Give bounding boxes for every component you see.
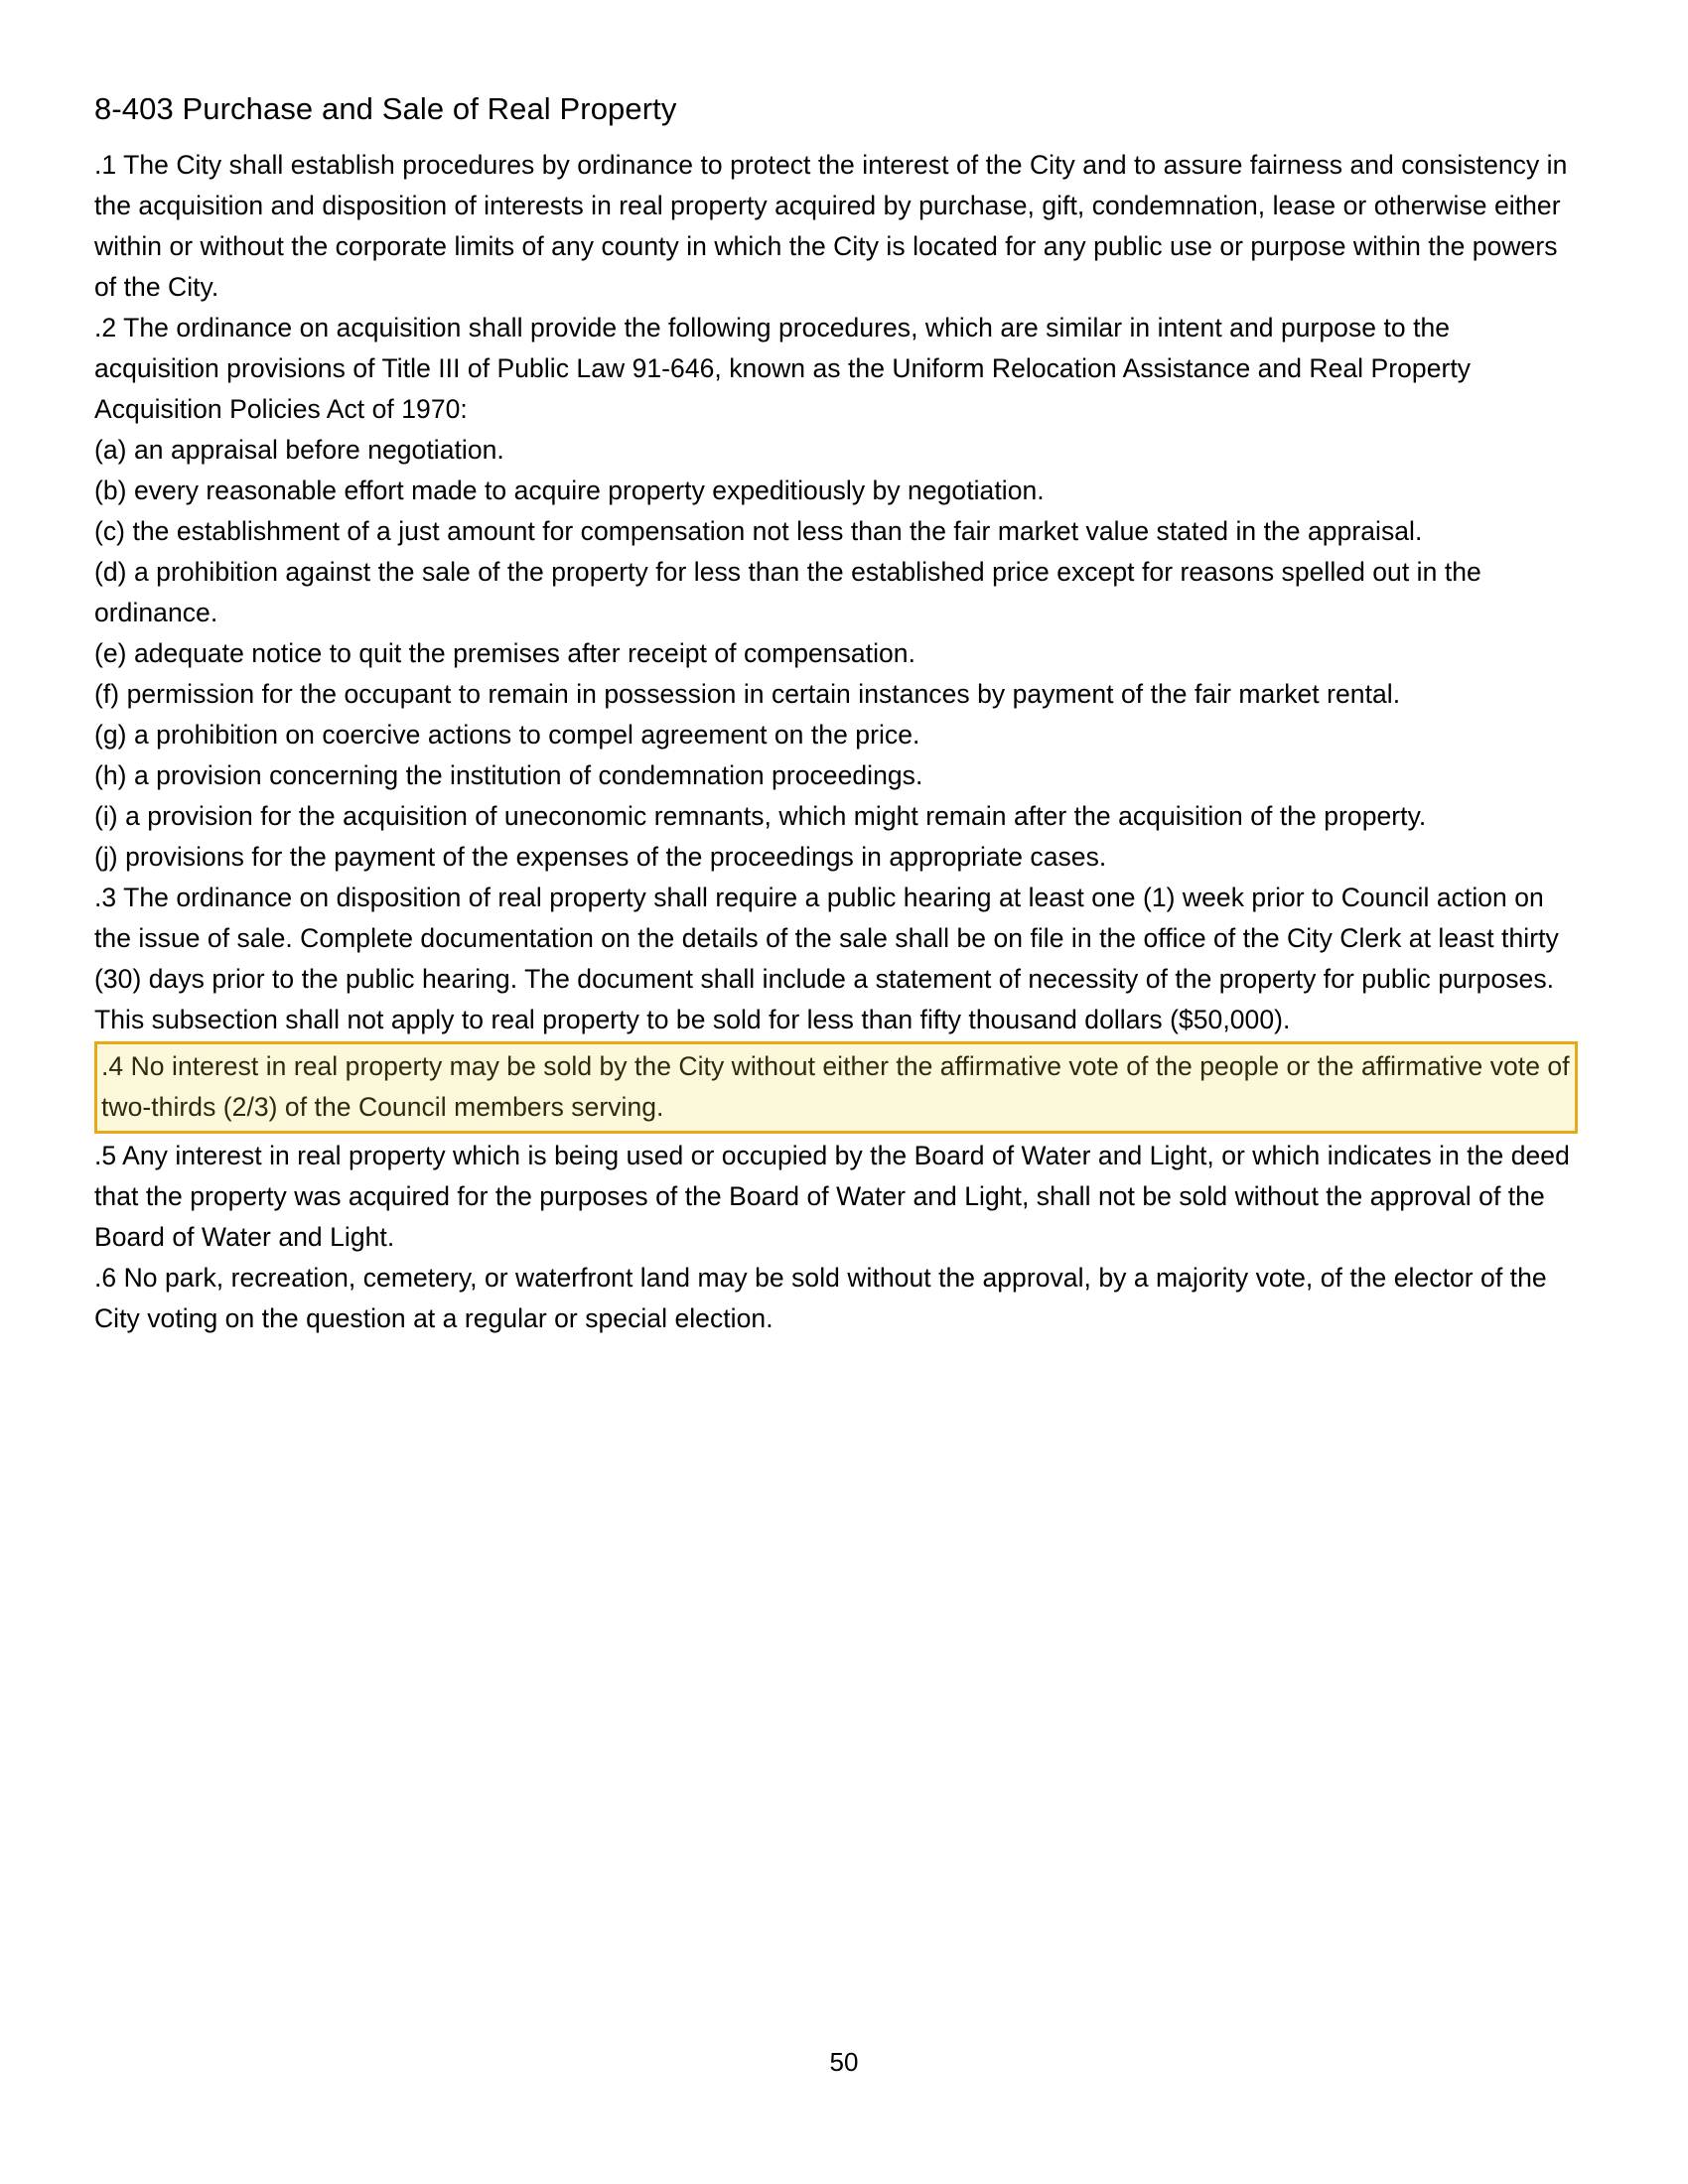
paragraph-s2: .2 The ordinance on acquisition shall provide the following procedures, which are similar in intent and purpose to the acquisition provisions of Title III of Public Law 91-646, known as the Uniform Relocation Assistance and Real Property Acquisition Policies Act of 1970: [94, 313, 1472, 424]
paragraph-s4: .4 No interest in real property may be sold by the City without either the affirmative vote of the people or the affirmative vote of two-thirds (2/3) of the Council members serving. [101, 1051, 1570, 1122]
paragraph-item-d: (d) a prohibition against the sale of the property for less than the established price except for reasons spelled out in the ordinance. [94, 557, 1481, 627]
page-number: 50 [829, 2047, 859, 2077]
highlighted-section [94, 1041, 1578, 1134]
paragraph-item-j: (j) provisions for the payment of the expenses of the proceedings in appropriate cases. [94, 842, 1107, 872]
paragraph-item-g: (g) a prohibition on coercive actions to compel agreement on the price. [94, 720, 920, 750]
paragraph-item-i: (i) a provision for the acquisition of uneconomic remnants, which might remain after the acquisition of the property. [94, 801, 1427, 831]
document-body [94, 87, 1576, 1339]
paragraph-item-h: (h) a provision concerning the institution of condemnation proceedings. [94, 760, 923, 790]
paragraph-s5: .5 Any interest in real property which is being used or occupied by the Board of Water and Light, or which indicates in the deed that the property was acquired for the purposes of the Board of Water and Light, shall not be sold without the approval of the Board of Water and Light. [94, 1141, 1570, 1252]
paragraph-item-e: (e) adequate notice to quit the premises after receipt of compensation. [94, 638, 915, 668]
paragraph-item-b: (b) every reasonable effort made to acquire property expeditiously by negotiation. [94, 476, 1045, 505]
paragraph-item-c: (c) the establishment of a just amount for compensation not less than the fair market value stated in the appraisal. [94, 516, 1423, 546]
paragraph-s3: .3 The ordinance on disposition of real property shall require a public hearing at least one (1) week prior to Council action on the issue of sale. Complete documentation on the details of the sale shall be on file in the office of the City Clerk at least thirty (30) days prior to the public hearing. The document shall include a statement of necessity of the property for public purposes. This subsection shall not apply to real property to be sold for less than fifty thousand dollars ($50,000). [94, 883, 1559, 1034]
paragraph-item-f: (f) permission for the occupant to remain in possession in certain instances by payment of the fair market rental. [94, 679, 1401, 709]
paragraph-item-a: (a) an appraisal before negotiation. [94, 435, 504, 465]
page-title: 8-403 Purchase and Sale of Real Property [94, 91, 677, 126]
paragraph-s1: .1 The City shall establish procedures by ordinance to protect the interest of the City and to assure fairness and consistency in the acquisition and disposition of interests in real property acquired by purchase, gift, condemnation, lease or otherwise either within or without the corporate limits of any county in which the City is located for any public use or purpose within the powers of the City. [94, 150, 1568, 302]
paragraph-list [94, 145, 1576, 1339]
paragraph-s6: .6 No park, recreation, cemetery, or waterfront land may be sold without the approval, by a majority vote, of the elector of the City voting on the question at a regular or special election. [94, 1263, 1547, 1333]
